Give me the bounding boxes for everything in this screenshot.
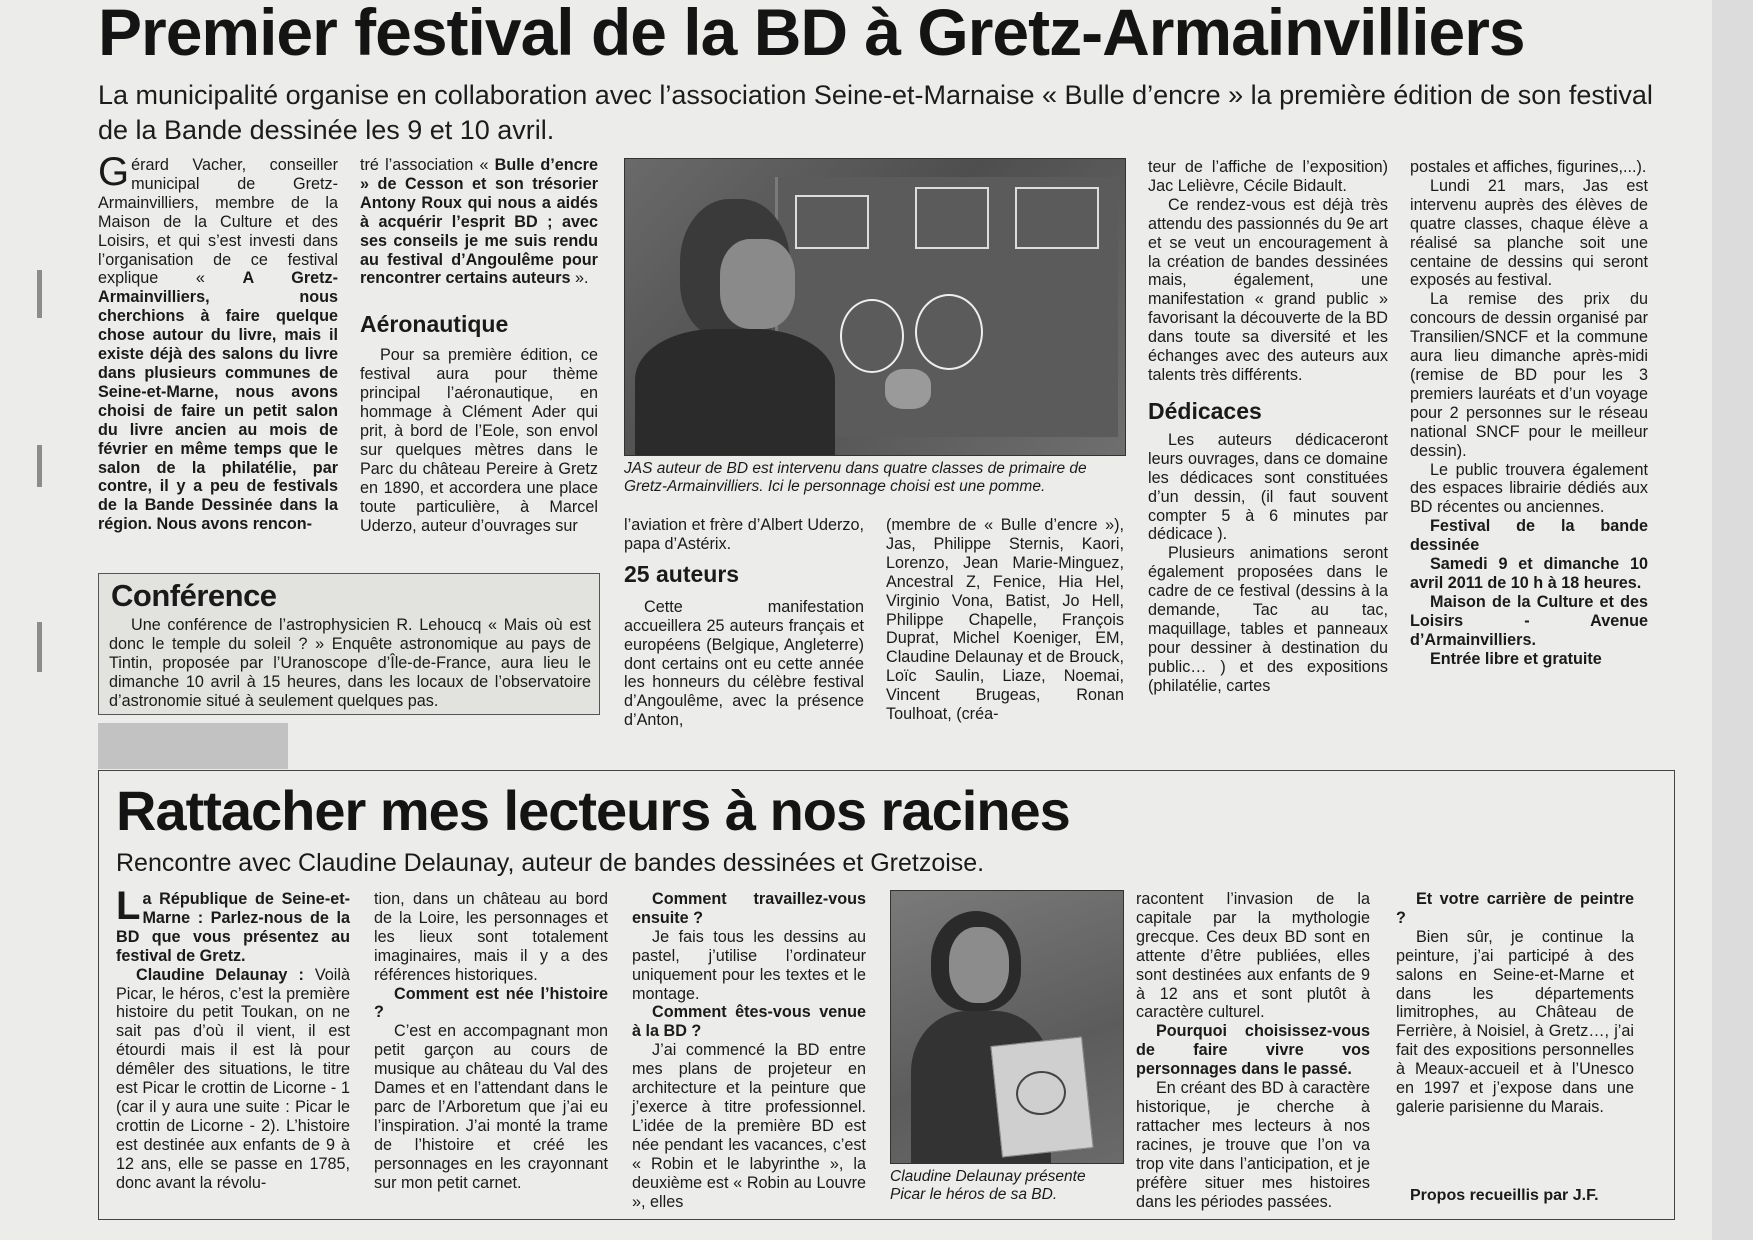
interview-q6: Et votre carrière de peintre ?	[1396, 890, 1634, 927]
col4-b: Ce rendez-vous est déjà très attendu des passionnés du 9e art et se veut un encouragement à la création de bandes dessinées mais, également, une manifestation « grand public » favorisant la découverte de la BD dans toute sa diversité et les échanges avec des auteurs aux talents très différents.	[1148, 195, 1388, 384]
info-festival: Festival de la bande dessinée	[1410, 517, 1648, 555]
photo-jas-drawing	[624, 158, 1126, 456]
col3a-text: l’aviation et frère d’Albert Uderzo, papa d’Astérix.	[624, 516, 864, 553]
article1-headline: Premier festival de la BD à Gretz-Armainvilliers	[98, 0, 1525, 69]
drawn-apple-1	[840, 299, 904, 373]
board-frame-2	[915, 187, 989, 249]
article2-column-5	[1396, 890, 1634, 1117]
interviewee-name: Claudine Delaunay :	[136, 965, 304, 984]
subhead-dedicaces: Dédicaces	[1148, 397, 1262, 424]
col3b-text: (membre de « Bulle d’encre »), Jas, Philippe Sternis, Kaori, Lorenzo, Jean Marie-Minguez, Ancestral Z, Fenice, Hia Hel, Virginio Vona, Batist, Jo Hell, Philippe Chapelle, François Duprat, Michel Koeniger, EM, Claudine Delaunay et de Brouck, Loïc Saulin, Liaze, Noemai, Vincent Brugeas, Ronan Toulhoat, (créa-	[886, 516, 1124, 724]
article1-column-3b	[886, 516, 1124, 724]
article1-column-1	[98, 150, 338, 534]
man-body	[635, 329, 835, 455]
woman-face	[949, 927, 1009, 1003]
col2-bold: Bulle d’encre » de Cesson et son trésorier Antony Roux qui nous a aidés à acquérir l’esprit BD ; avec ses conseils je me suis rendu au festival d’Angoulême pour rencontrer certains auteurs	[360, 156, 598, 288]
man-hand	[885, 369, 931, 409]
article2-headline: Rattacher mes lecteurs à nos racines	[116, 779, 1070, 842]
dropcap: G	[98, 150, 130, 194]
col5-c: La remise des prix du concours de dessin organisé par Transilien/SNCF et la commune aura lieu dimanche après-midi (remise de BD pour les 3 premiers lauréats et d’un voyage pour 2 personnes sur le réseau national SNCF pour le meilleur dessin).	[1410, 290, 1648, 460]
signature: Propos recueillis par J.F.	[1410, 1187, 1599, 1204]
interview-q2: Comment est née l’histoire ?	[374, 984, 608, 1022]
article2-column-2	[374, 890, 608, 1193]
info-place: Maison de la Culture et des Loisirs - Avenue d’Armainvilliers.	[1410, 592, 1648, 649]
drawn-apple-2	[915, 294, 983, 370]
man-face	[720, 239, 795, 329]
article1-column-4	[1148, 158, 1388, 696]
interview-a2: C’est en accompagnant mon petit garçon au cours de musique au château du Val des Dames et en l’attendant dans le parc de l’Arboretum que j’ai eu l’inspiration. J’ai monté la trame de l’histoire et créé les personnages en les crayonnant sur mon petit carnet.	[374, 1022, 608, 1192]
col1-bold: A Gretz-Armainvilliers, nous cherchions à faire quelque chose autour du livre, mais il existe déjà des salons du livre dans plusieurs communes de Seine-et-Marne, nous avons choisi de faire un petit salon du livre ancien au mois de février en même temps que le salon de la philatélie, par contre, il y a peu de festivals de la Bande Dessinée dans la région. Nous avons rencon-	[98, 269, 338, 534]
interview-a6: Bien sûr, je continue la peinture, j’ai participé à des salons en Seine-et-Marne et dans les départements limitrophes, au Château de Ferrière, à Noisiel, à Gretz…, j’ai fait des expositions personnelles à Meaux-accueil et à l’Unesco en 1997 et j’expose dans une galerie parisienne du Marais.	[1396, 927, 1634, 1116]
info-dates: Samedi 9 et dimanche 10 avril 2011 de 10 h à 18 heures.	[1410, 555, 1648, 592]
interview-q4: Comment êtes-vous venue à la BD ?	[632, 1003, 866, 1041]
article1-column-2	[360, 156, 598, 535]
board-frame-3	[1015, 187, 1099, 249]
subhead-25-auteurs: 25 auteurs	[624, 560, 740, 587]
lede-line-1: La municipalité organise en collaboration avec l’association Seine-et-Marnaise « Bulle d’encre » la première édition de son festival	[98, 80, 1653, 110]
interview-a4-cont: racontent l’invasion de la capitale par la mythologie grecque. Ces deux BD sont en attente d’être publiées, elles sont destinées aux enfants de 9 à 12 ans et sont plutôt à caractère culturel.	[1136, 890, 1370, 1022]
interview-a4: J’ai commencé la BD entre mes plans de projeteur en architecture et la peinture que j’exerce à titre professionnel. L’idée de la première BD est née pendant les vacances, c’est « Robin et le labyrinthe », la deuxième est « Robin au Louvre », elles	[632, 1041, 866, 1211]
left-margin-mark	[37, 270, 42, 318]
info-entry: Entrée libre et gratuite	[1430, 649, 1602, 668]
photo-claudine-delaunay	[890, 890, 1124, 1164]
col4-a: teur de l’affiche de l’exposition) Jac Lelièvre, Cécile Bidault.	[1148, 158, 1388, 195]
board-frame-1	[795, 195, 869, 249]
dropcap-2: L	[116, 884, 141, 928]
interview-q3: Comment travaillez-vous ensuite ?	[632, 890, 866, 927]
subhead-aeronautique: Aéronautique	[360, 311, 509, 338]
col2-end: ».	[570, 269, 589, 288]
col5-b: Lundi 21 mars, Jas est intervenu auprès des élèves de quatre classes, chaque élève a réalisé sa planche soit une centaine de dessins qui seront exposés au festival.	[1410, 176, 1648, 290]
bleed-through-block	[98, 723, 288, 769]
col3a-25-text: Cette manifestation accueillera 25 auteurs français et européens (Belgique, Angleterre) dont certains ont eu cette année les honneurs du célèbre festival d’Angoulême, avec la présence d’Anton,	[624, 597, 864, 730]
article2-lede: Rencontre avec Claudine Delaunay, auteur de bandes dessinées et Gretzoise.	[116, 849, 985, 877]
article1-column-5	[1410, 158, 1648, 668]
article2-column-3	[632, 890, 866, 1211]
conference-body: Une conférence de l’astrophysicien R. Lehoucq « Mais où est donc le temple du soleil ? » Enquête astronomique au pays de Tintin, proposée par l’Uranoscope d’Île-de-France, aura lieu le dimanche 10 avril à 15 heures, dans les locaux de l’observatoire d’astronomie situé à seulement quelques pas.	[109, 616, 591, 710]
photo1-caption: JAS auteur de BD est intervenu dans quatre classes de primaire de Gretz-Armainvilliers. Ici le personnage choisi est une pomme.	[624, 460, 1087, 495]
scan-edge-shadow	[1712, 0, 1753, 1240]
left-margin-mark-3	[37, 622, 42, 672]
interview-a5: En créant des BD à caractère historique, je cherche à rattacher mes lecteurs à nos racines, je trouve que l’on va trop vite dans l’anticipation, et je préfère situer mes histoires dans les périodes passées.	[1136, 1079, 1370, 1211]
article2-column-1	[116, 884, 350, 1193]
article1-lede	[98, 78, 1658, 148]
interview-a3: Je fais tous les dessins au pastel, j’utilise l’ordinateur uniquement pour les textes et le montage.	[632, 927, 866, 1003]
lede-line-2: de la Bande dessinée les 9 et 10 avril.	[98, 115, 555, 145]
col2-aero-text: Pour sa première édition, ce festival aura pour thème principal l’aéronautique, en hommage à Clément Ader qui prit, à bord de l’Eole, son envol sur quelques mètres dans le Parc du château Pereire à Gretz en 1890, et accordera une place toute particulière, à Marcel Uderzo, auteur d’ouvrages sur	[360, 346, 598, 535]
interview-a1-cont: tion, dans un château au bord de la Loire, les personnages et les lieux sont totalement imaginaires, mais il y a des références historiques.	[374, 890, 608, 984]
article2-column-4	[1136, 890, 1370, 1211]
col5-d: Le public trouvera également des espaces librairie dédiés aux BD récentes ou anciennes.	[1410, 460, 1648, 517]
photo2-caption: Claudine Delaunay présente Picar le héros de sa BD.	[890, 1168, 1086, 1203]
left-margin-mark-2	[37, 445, 42, 487]
interview-q5: Pourquoi choisissez-vous de faire vivre vos personnages dans le passé.	[1136, 1022, 1370, 1079]
col2-plain: tré l’association «	[360, 156, 495, 174]
interview-q1: a République de Seine-et-Marne : Parlez-nous de la BD que vous présentez au festival de Gretz.	[116, 890, 350, 965]
col5-a: postales et affiches, figurines,...).	[1410, 158, 1647, 176]
article1-column-3a	[624, 516, 864, 730]
col4-c: Les auteurs dédicaceront leurs ouvrages, dans ce domaine les dédicaces sont constituées d’un dessin, (il faut souvent compter 5 à 6 minutes par dédicace ).	[1148, 430, 1388, 544]
col4-d: Plusieurs animations seront également proposées dans le cadre de ce festival (dessins à la demande, Tac au tac, maquillage, tables et panneaux pour dessiner à destination du public… ) et des expositions (philatélie, cartes	[1148, 544, 1388, 695]
conference-title: Conférence	[111, 578, 277, 613]
conference-box	[98, 573, 600, 715]
interview-a1: Voilà Picar, le héros, c’est la première histoire du petit Toukan, on ne sait pas d’où il vient, il est étourdi mais il est là pour démêler des situations, le titre est Picar le crottin de Licorne - 1 (car il y aura une suite : Picar le crottin de Licorne - 2). L’histoire est destinée aux enfants de 9 à 12 ans, elle se passe en 1785, donc avant la révolu-	[116, 965, 350, 1192]
col1-plain: érard Vacher, conseiller municipal de Gretz-Armainvilliers, membre de la Maison de la Culture et des Loisirs, et qui s’est investi dans l’organisation de ce festival explique «	[98, 156, 338, 288]
